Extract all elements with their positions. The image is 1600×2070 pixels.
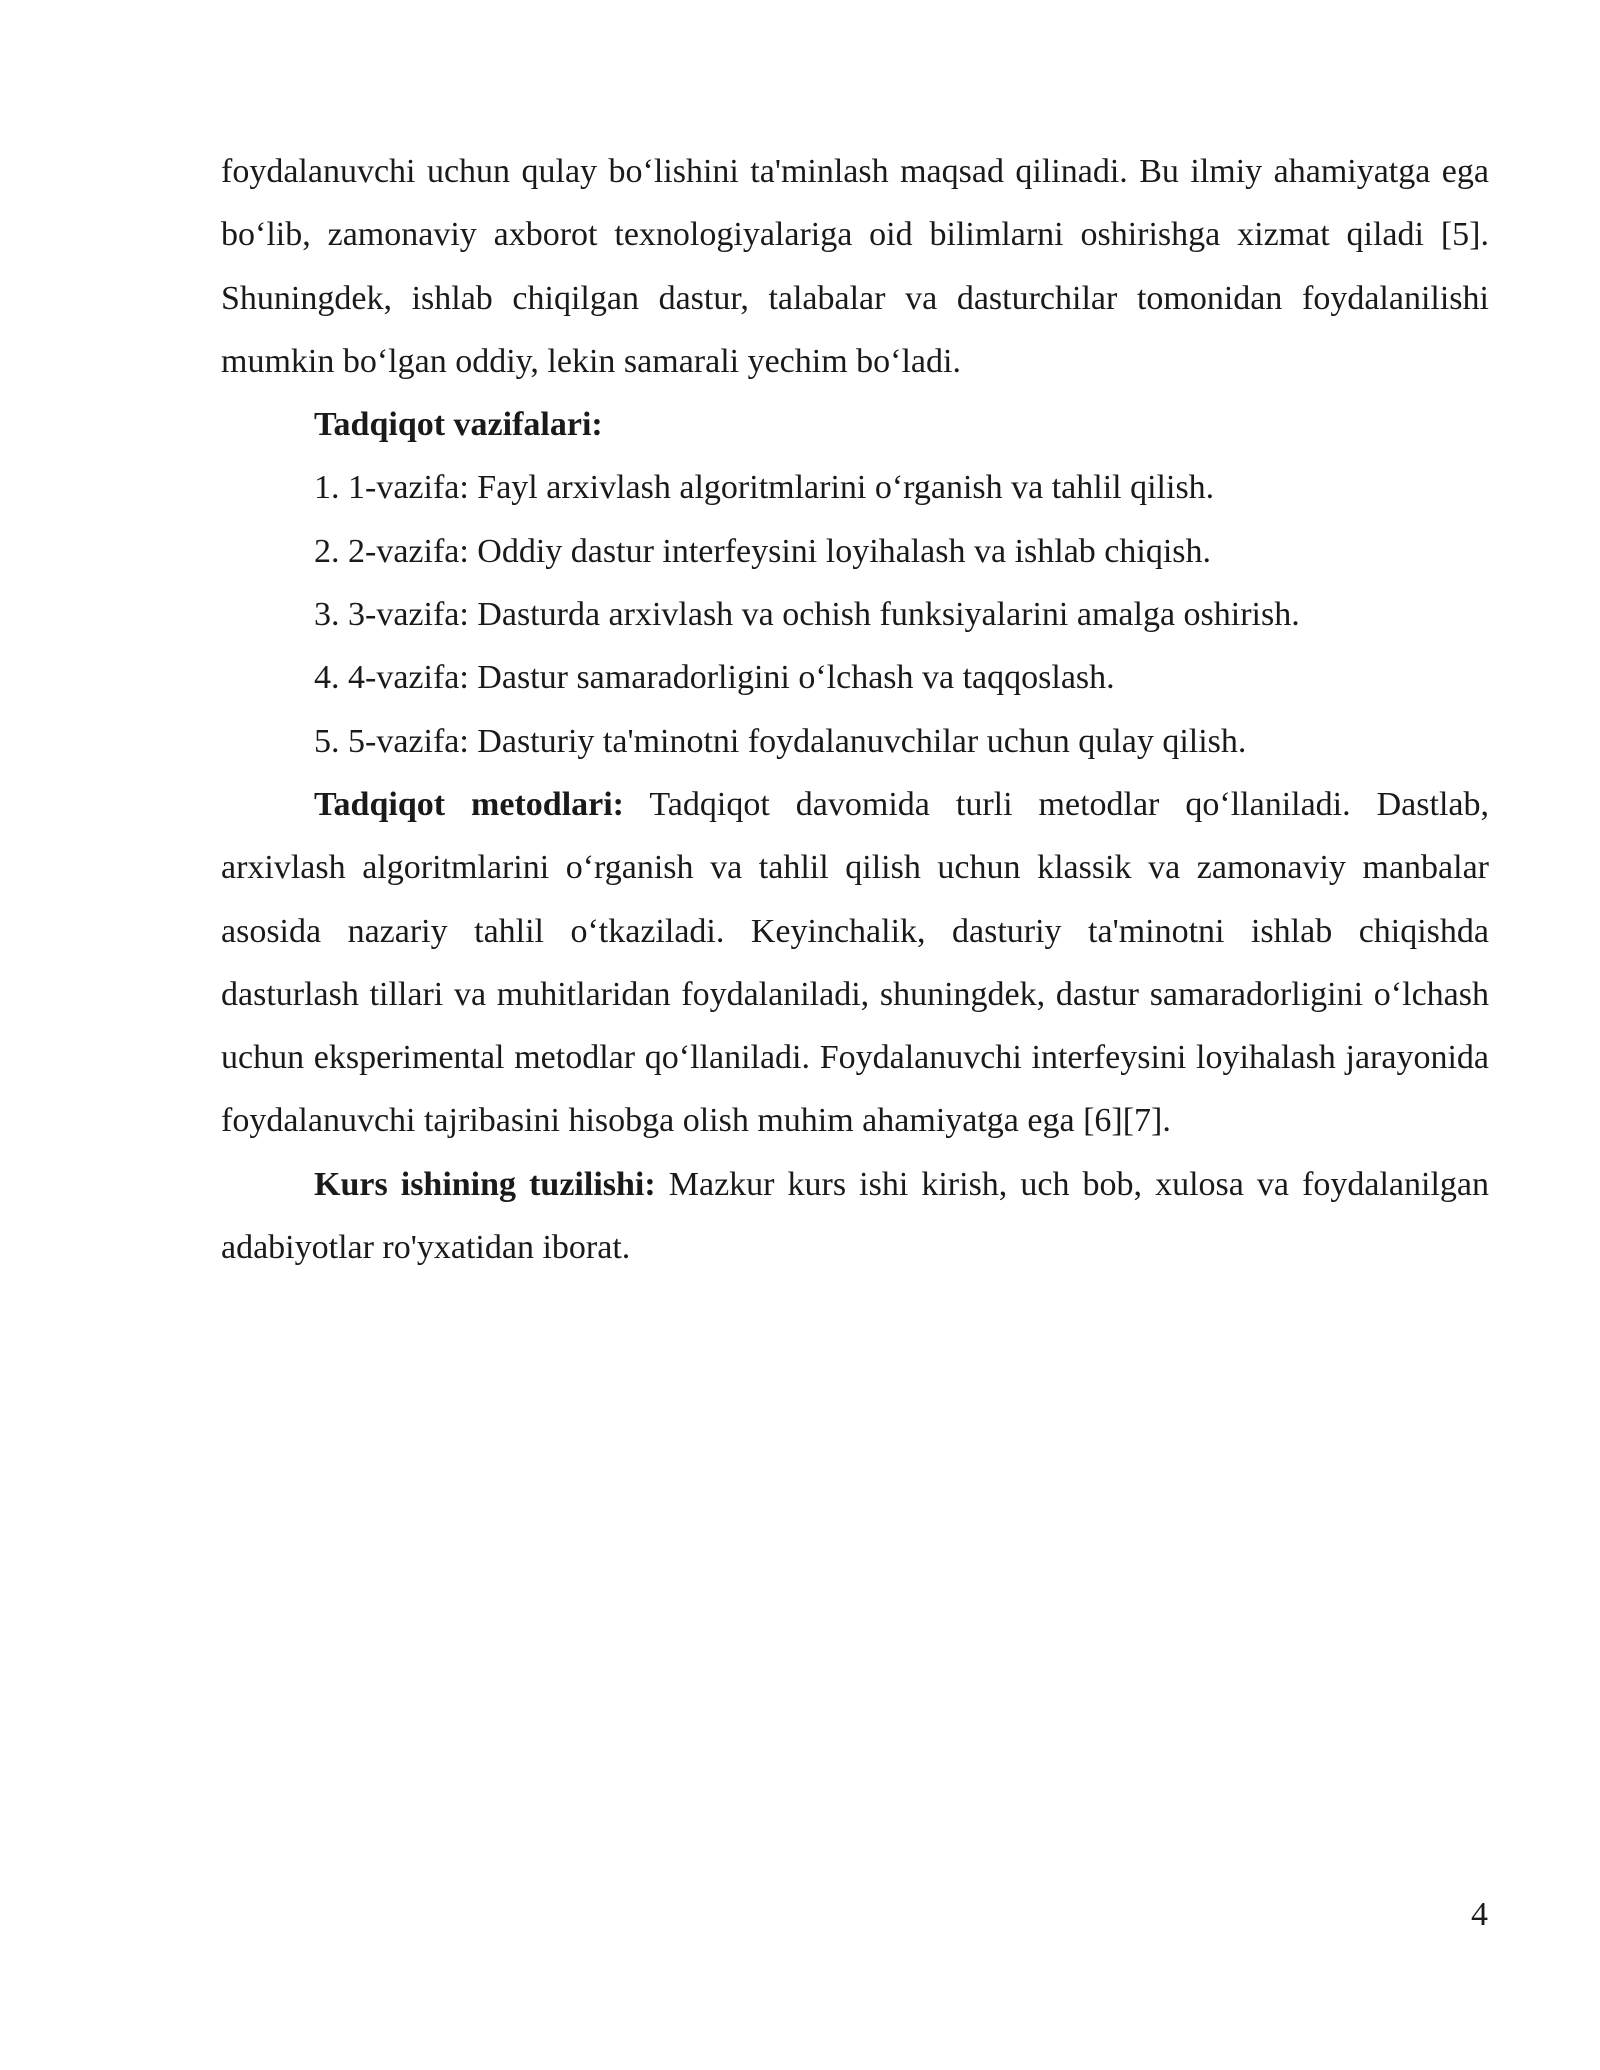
page-number: 4 [1471, 1896, 1488, 1933]
task-item-3: 3. 3-vazifa: Dasturda arxivlash va ochish funksiyalarini amalga oshirish. [314, 596, 1300, 634]
task-item-2: 2. 2-vazifa: Oddiy dastur interfeysini loyihalash va ishlab chiqish. [314, 532, 1212, 570]
methods-paragraph [221, 773, 1489, 1153]
task-item-4: 4. 4-vazifa: Dastur samaradorligini o‘lchash va taqqoslash. [314, 659, 1115, 697]
task-item-5: 5. 5-vazifa: Dasturiy ta'minotni foydalanuvchilar uchun qulay qilish. [314, 722, 1247, 760]
task-item-1: 1. 1-vazifa: Fayl arxivlash algoritmlarini o‘rganish va tahlil qilish. [314, 469, 1215, 507]
intro-paragraph: foydalanuvchi uchun qulay bo‘lishini ta'minlash maqsad qilinadi. Bu ilmiy ahamiyatga ega bo‘lib, zamonaviy axborot texnologiyalariga oid bilimlarni oshirishga xizmat qiladi [5]. Shuningdek, ishlab chiqilgan dastur, talabalar va dasturchilar tomonidan foydalanilishi mumkin bo‘lgan oddiy, lekin samarali yechim bo‘ladi. [221, 153, 1489, 380]
tasks-heading: Tadqiqot vazifalari: [314, 406, 603, 444]
methods-label: Tadqiqot metodlari: [314, 785, 625, 823]
structure-text: Mazkur kurs ishi kirish, uch bob, xulosa va foydalanilgan adabiyotlar ro'yxatidan iborat. [221, 1165, 1490, 1267]
structure-label: Kurs ishining tuzilishi: [314, 1165, 656, 1203]
page-body [221, 140, 1489, 1279]
methods-text: Tadqiqot davomida turli metodlar qo‘llaniladi. Dastlab, arxivlash algoritmlarini o‘rganish va tahlil qilish uchun klassik va zamonaviy manbalar asosida nazariy tahlil o‘tkaziladi. Keyinchalik, dasturiy ta'minotni ishlab chiqishda dasturlash tillari va muhitlaridan foydalaniladi, shuningdek, dastur samaradorligini o‘lchash uchun eksperimental metodlar qo‘llaniladi. Foydalanuvchi interfeysini loyihalash jarayonida foydalanuvchi tajribasini hisobga olish muhim ahamiyatga ega [6][7]. [221, 785, 1489, 1140]
structure-paragraph [221, 1153, 1489, 1280]
